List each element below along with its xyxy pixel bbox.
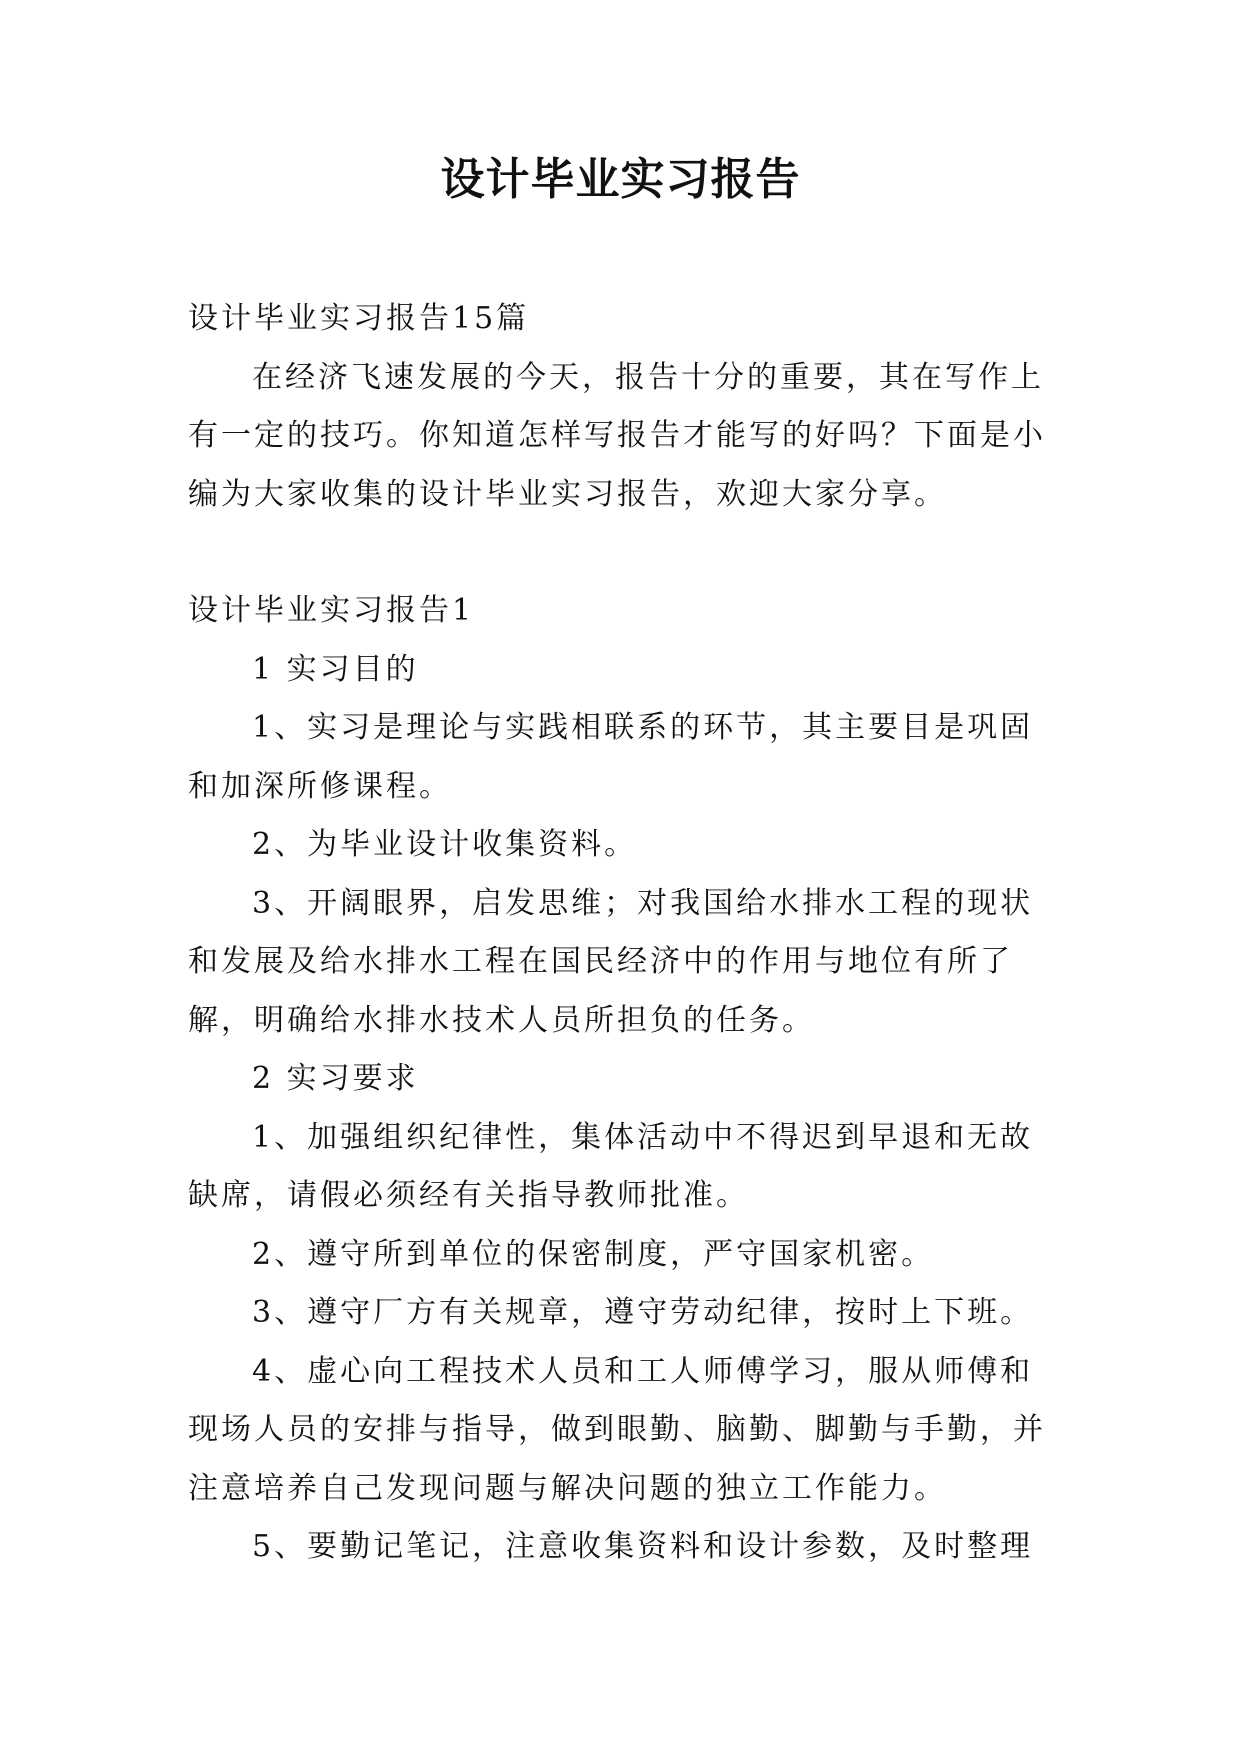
purpose-item-2: 2、为毕业设计收集资料。	[252, 827, 638, 862]
document-subtitle: 设计毕业实习报告15篇	[188, 301, 530, 336]
paragraph-spacer	[188, 524, 1060, 582]
section-heading: 设计毕业实习报告1	[188, 593, 475, 628]
requirement-item-4: 4、虚心向工程技术人员和工人师傅学习，服从师傅和现场人员的安排与指导，做到眼勤、脑勤、脚勤与手勤，并注意培养自己发现问题与解决问题的独立工作能力。	[188, 1353, 1046, 1506]
intro-paragraph: 在经济飞速发展的今天，报告十分的重要，其在写作上有一定的技巧。你知道怎样写报告才能写的好吗？下面是小编为大家收集的设计毕业实习报告，欢迎大家分享。	[188, 359, 1046, 512]
document-title: 设计毕业实习报告	[440, 154, 801, 205]
purpose-item-3: 3、开阔眼界，启发思维；对我国给水排水工程的现状和发展及给水排水工程在国民经济中的作用与地位有所了解，明确给水排水技术人员所担负的任务。	[188, 885, 1034, 1038]
subsection-heading-requirements: 2 实习要求	[252, 1061, 419, 1096]
document-body	[188, 290, 1060, 1577]
requirement-item-3: 3、遵守厂方有关规章，遵守劳动纪律，按时上下班。	[252, 1295, 1034, 1330]
subsection-heading-purpose: 1 实习目的	[252, 651, 419, 687]
purpose-item-1: 1、实习是理论与实践相联系的环节，其主要目是巩固和加深所修课程。	[188, 710, 1034, 804]
requirement-item-5: 5、要勤记笔记，注意收集资料和设计参数，及时整理	[252, 1529, 1034, 1564]
requirement-item-1: 1、加强组织纪律性，集体活动中不得迟到早退和无故缺席，请假必须经有关指导教师批准。	[188, 1119, 1034, 1213]
requirement-item-2: 2、遵守所到单位的保密制度，严守国家机密。	[252, 1236, 935, 1272]
